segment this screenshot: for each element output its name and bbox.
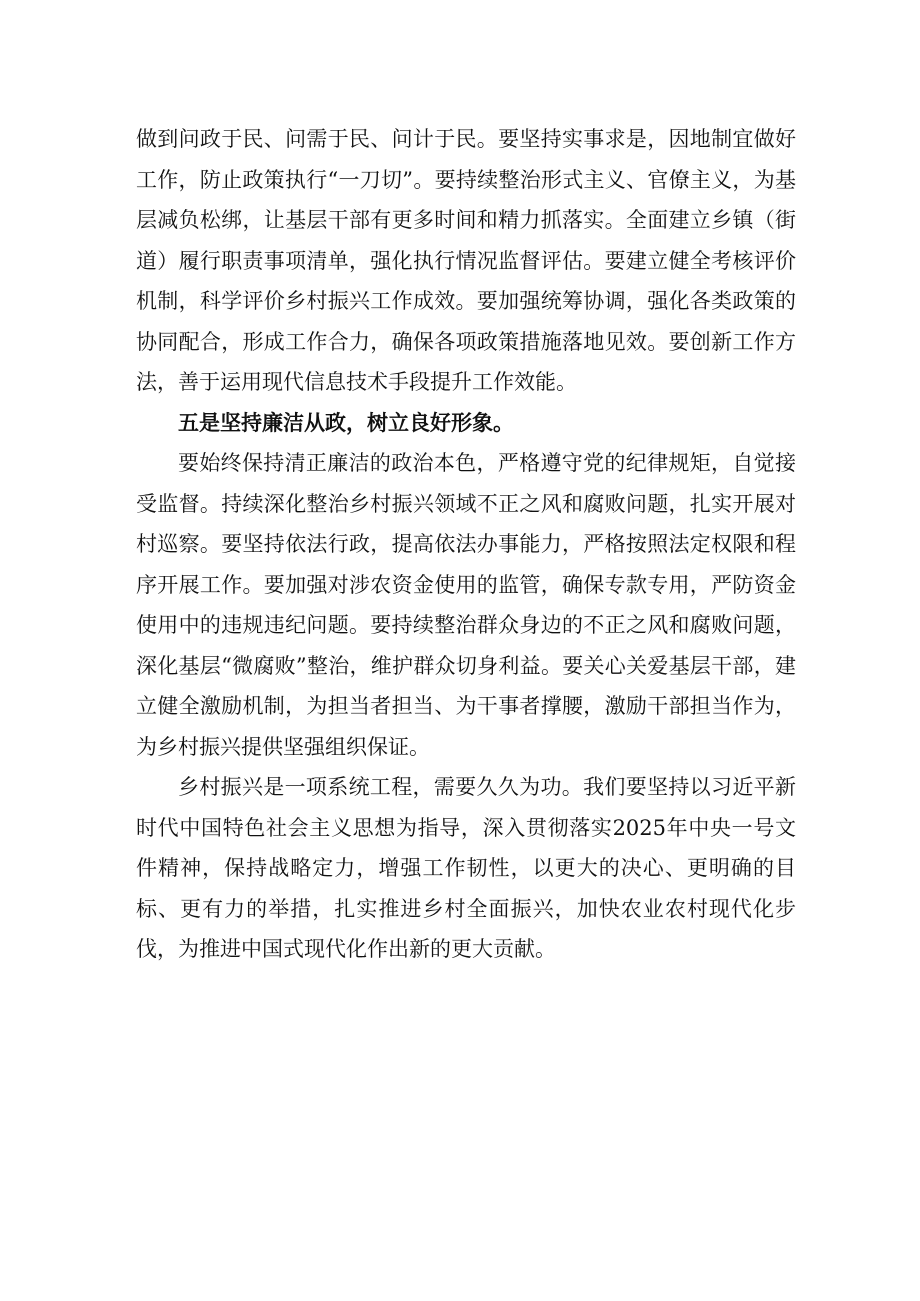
paragraph-integrity: 要始终保持清正廉洁的政治本色，严格遵守党的纪律规矩，自觉接受监督。持续深化整治乡村振兴领域不正之风和腐败问题，扎实开展对村巡察。要坚持依法行政，提高依法办事能力，严格按照法定权限和程序开展工作。要加强对涉农资金使用的监管，确保专款专用，严防资金使用中的违规违纪问题。要持续整治群众身边的不正之风和腐败问题，深化基层“微腐败”整治，维护群众切身利益。要关心关爱基层干部，建立健全激励机制，为担当者担当、为干事者撑腰，激励干部担当作为，为乡村振兴提供坚强组织保证。	[136, 451, 796, 759]
paragraph-continuation: 做到问政于民、问需于民、问计于民。要坚持实事求是，因地制宜做好工作，防止政策执行“一刀切”。要持续整治形式主义、官僚主义，为基层减负松绑，让基层干部有更多时间和精力抓落实。全面建立乡镇（街道）履行职责事项清单，强化执行情况监督评估。要建立健全考核评价机制，科学评价乡村振兴工作成效。要加强统筹协调，强化各类政策的协同配合，形成工作合力，确保各项政策措施落地见效。要创新工作方法，善于运用现代信息技术手段提升工作效能。	[136, 127, 796, 394]
document-body	[136, 119, 796, 970]
paragraph-conclusion: 乡村振兴是一项系统工程，需要久久为功。我们要坚持以习近平新时代中国特色社会主义思想为指导，深入贯彻落实2025年中央一号文件精神，保持战略定力，增强工作韧性，以更大的决心、更明确的目标、更有力的举措，扎实推进乡村全面振兴，加快农业农村现代化步伐，为推进中国式现代化作出新的更大贡献。	[136, 775, 796, 961]
section-heading: 五是坚持廉洁从政，树立良好形象。	[178, 409, 514, 435]
